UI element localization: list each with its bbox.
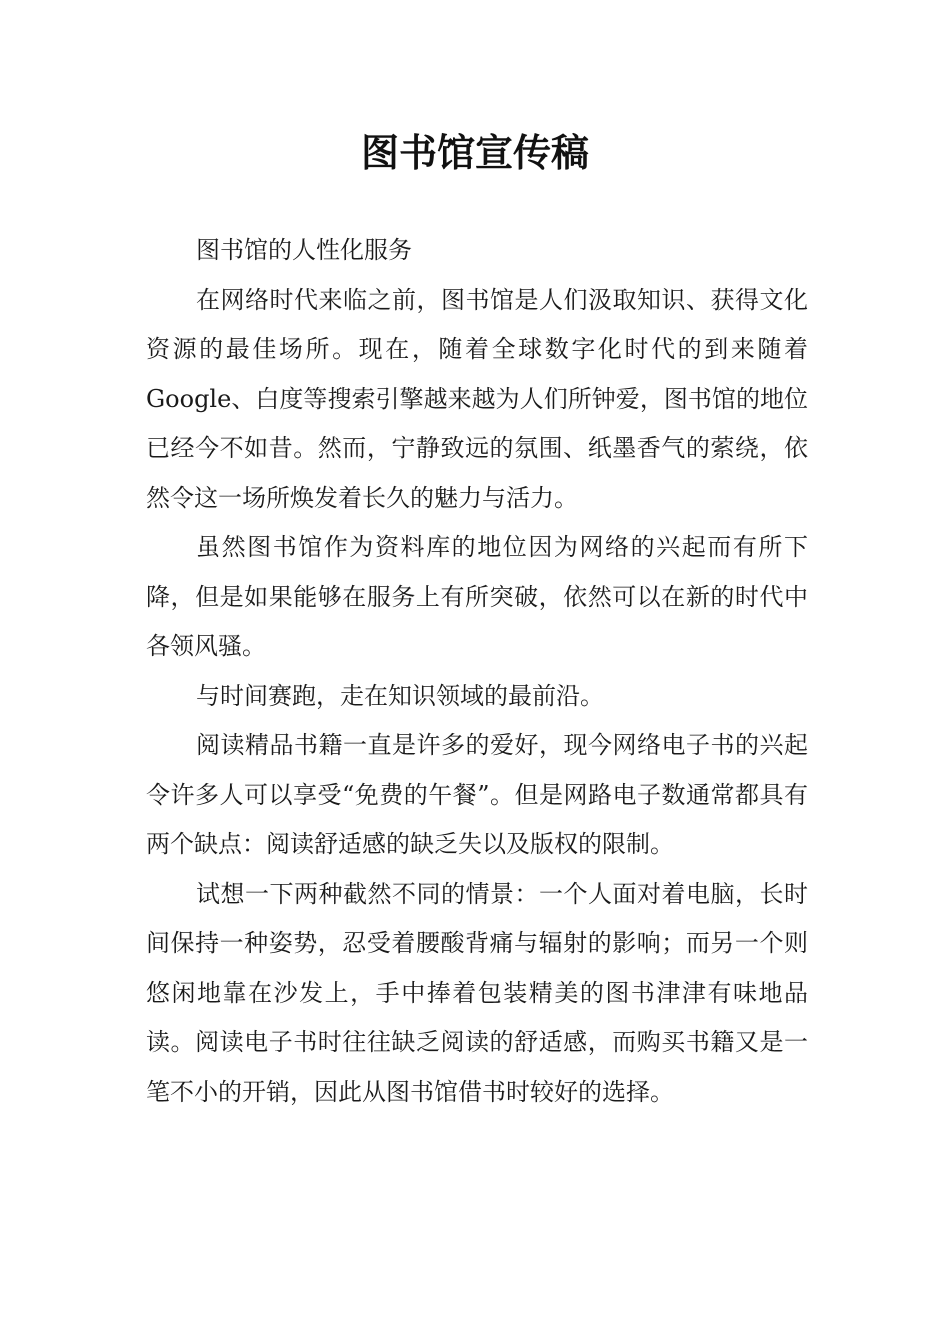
document-title: 图书馆宣传稿 xyxy=(360,130,589,175)
document-body xyxy=(146,226,808,1117)
paragraph: 虽然图书馆作为资料库的地位因为网络的兴起而有所下降，但是如果能够在服务上有所突破，依然可以在新的时代中各领风骚。 xyxy=(146,533,808,660)
paragraph: 在网络时代来临之前，图书馆是人们汲取知识、获得文化资源的最佳场所。现在，随着全球数字化时代的到来随着Google、白度等搜索引擎越来越为人们所钟爱，图书馆的地位已经今不如昔。然而，宁静致远的氛围、纸墨香气的萦绕，依然令这一场所焕发着长久的魅力与活力。 xyxy=(146,285,808,512)
paragraph: 阅读精品书籍一直是许多的爱好，现今网络电子书的兴起令许多人可以享受“免费的午餐”。但是网路电子数通常都具有两个缺点：阅读舒适感的缺乏失以及版权的限制。 xyxy=(146,731,808,858)
section-heading: 图书馆的人性化服务 xyxy=(196,236,412,264)
section-heading: 与时间赛跑，走在知识领域的最前沿。 xyxy=(196,681,604,710)
paragraph: 试想一下两种截然不同的情景：一个人面对着电脑，长时间保持一种姿势，忍受着腰酸背痛与辐射的影响；而另一个则悠闲地靠在沙发上，手中捧着包装精美的图书津津有味地品读。阅读电子书时往往缺乏阅读的舒适感，而购买书籍又是一笔不小的开销，因此从图书馆借书时较好的选择。 xyxy=(146,879,808,1106)
